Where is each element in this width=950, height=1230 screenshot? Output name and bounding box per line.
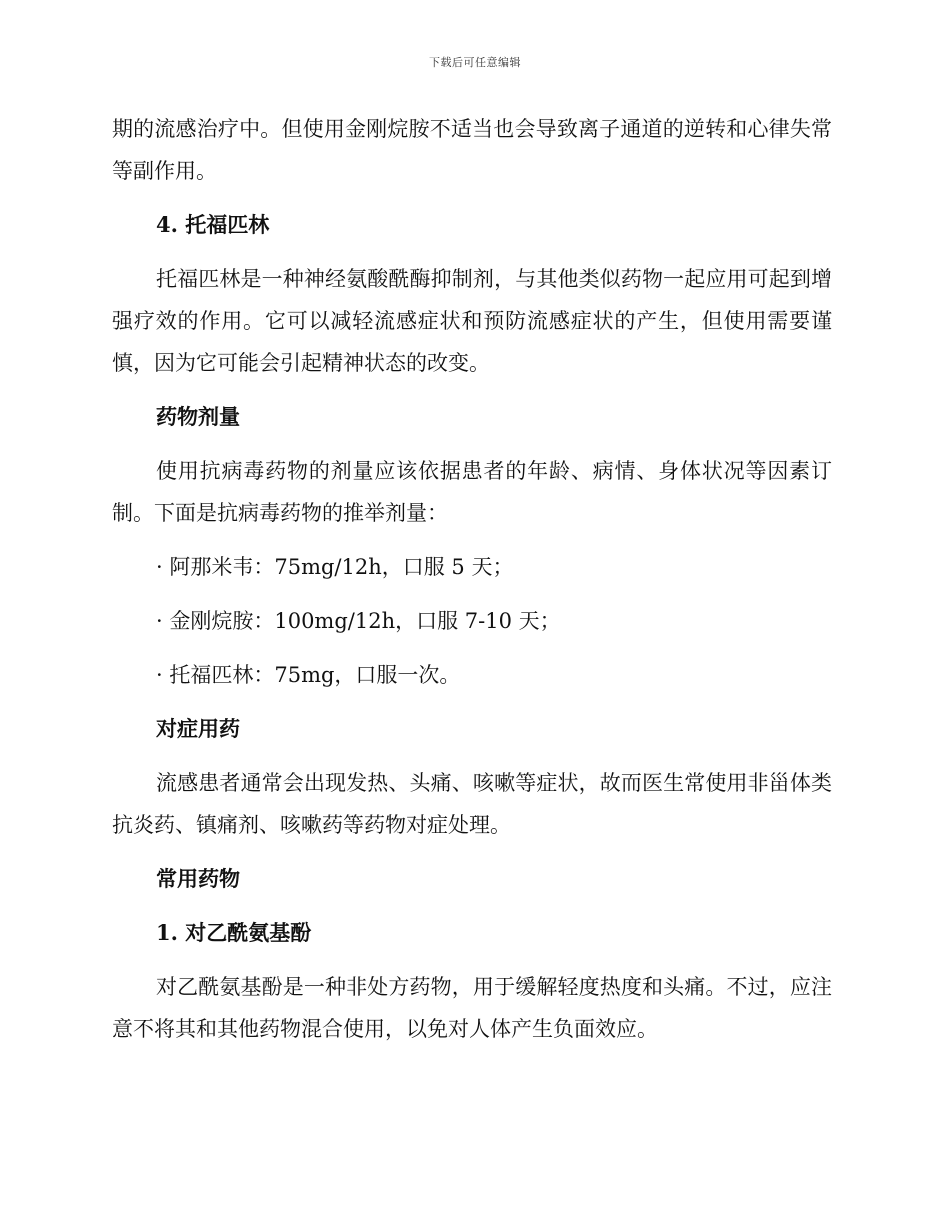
section-heading-symptomatic: 对症用药	[156, 716, 240, 741]
section-heading-common-drugs: 常用药物	[156, 866, 240, 891]
dosage-list-item: · 金刚烷胺：100mg/12h，口服 7-10 天；	[156, 609, 561, 633]
section-heading-tofupilin: 4. 托福匹林	[156, 212, 270, 237]
document-body	[112, 108, 832, 1062]
dosage-list-item: · 托福匹林：75mg，口服一次。	[156, 663, 461, 687]
dosage-list-item: · 阿那米韦：75mg/12h，口服 5 天；	[156, 555, 514, 579]
paragraph-symptomatic: 流感患者通常会出现发热、头痛、咳嗽等症状，故而医生常使用非甾体类抗炎药、镇痛剂、咳嗽药等药物对症处理。	[112, 771, 832, 837]
paragraph-amantadine-continued: 期的流感治疗中。但使用金刚烷胺不适当也会导致离子通道的逆转和心律失常等副作用。	[112, 117, 832, 183]
paragraph-dosage: 使用抗病毒药物的剂量应该依据患者的年龄、病情、身体状况等因素订制。下面是抗病毒药物的推举剂量：	[112, 459, 832, 525]
paragraph-paracetamol: 对乙酰氨基酚是一种非处方药物，用于缓解轻度热度和头痛。不过，应注意不将其和其他药物混合使用，以免对人体产生负面效应。	[112, 975, 832, 1041]
section-heading-dosage: 药物剂量	[156, 404, 240, 429]
paragraph-tofupilin: 托福匹林是一种神经氨酸酰酶抑制剂，与其他类似药物一起应用可起到增强疗效的作用。它可以减轻流感症状和预防流感症状的产生，但使用需要谨慎，因为它可能会引起精神状态的改变。	[112, 267, 832, 375]
section-heading-paracetamol: 1. 对乙酰氨基酚	[156, 920, 312, 945]
page-header: 下载后可任意编辑	[429, 56, 521, 69]
